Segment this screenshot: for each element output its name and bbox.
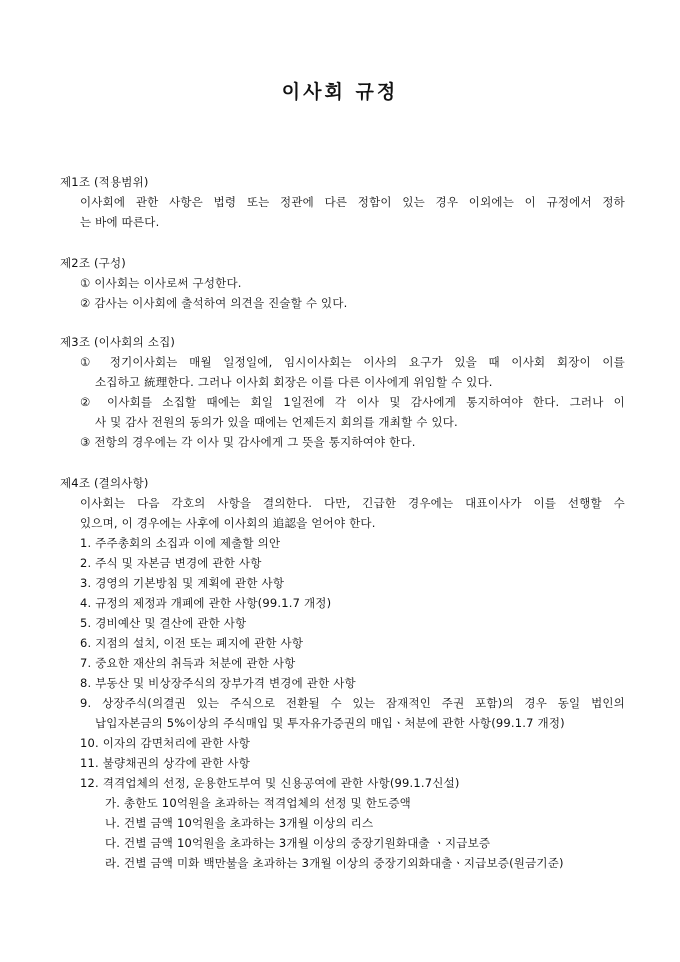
- article-4-item: 4. 규정의 제정과 개폐에 관한 사항(99.1.7 개정): [80, 596, 332, 610]
- article-3-clause: ① 정기이사회는 매월 일정일에, 임시이사회는 이사의 요구가 있을 때 이사회 회장이 이를: [80, 355, 625, 369]
- article-3-clause-continuation: 소집하고 統理한다. 그러나 이사회 회장은 이를 다른 이사에게 위임할 수 있다.: [95, 375, 493, 389]
- article-3-heading: 제3조 (이사회의 소집): [60, 335, 176, 349]
- article-3-clause-continuation: 사 및 감사 전원의 동의가 있을 때에는 언제든지 회의를 개최할 수 있다.: [95, 415, 458, 429]
- document-title: 이사회 규정: [281, 81, 399, 103]
- article-4-heading: 제4조 (결의사항): [60, 476, 149, 490]
- article-4-item: 6. 지점의 설치, 이전 또는 폐지에 관한 사항: [80, 636, 304, 650]
- article-4-item: 9. 상장주식(의결권 있는 주식으로 전환될 수 있는 잠재적인 주권 포함)의 경우 동일 법인의: [80, 696, 625, 710]
- article-2-heading: 제2조 (구성): [60, 256, 126, 270]
- article-3-clause: ③ 전항의 경우에는 각 이사 및 감사에게 그 뜻을 통지하여야 한다.: [80, 435, 416, 449]
- article-4-item: 12. 격격업체의 선정, 운용한도부여 및 신용공여에 관한 사항(99.1.7신설): [80, 776, 460, 790]
- article-4-item: 7. 중요한 재산의 취득과 처분에 관한 사항: [80, 656, 296, 670]
- article-4-item: 1. 주주총회의 소집과 이에 제출할 의안: [80, 536, 281, 550]
- article-2-clause: ② 감사는 이사회에 출석하여 의견을 진술할 수 있다.: [80, 296, 348, 310]
- article-4-subitem: 가. 총한도 10억원을 초과하는 적격업체의 선정 및 한도증액: [105, 796, 411, 810]
- article-4-subitem: 다. 건별 금액 10억원을 초과하는 3개월 이상의 중장기원화대출 ㆍ지급보증: [105, 836, 491, 850]
- article-4-intro-line: 이사회는 다음 각호의 사항을 결의한다. 다만, 긴급한 경우에는 대표이사가 이를 선행할 수: [80, 496, 625, 510]
- article-4-item-continuation: 납입자본금의 5%이상의 주식매입 및 투자유가증권의 매입ㆍ처분에 관한 사항(99.1.7 개정): [95, 716, 565, 730]
- article-4-subitem: 나. 건별 금액 10억원을 초과하는 3개월 이상의 리스: [105, 816, 374, 830]
- article-4-intro-line: 있으며, 이 경우에는 사후에 이사회의 追認을 얻어야 한다.: [80, 516, 376, 530]
- article-1-text-line: 는 바에 따른다.: [80, 215, 160, 229]
- article-4-item: 11. 불량채권의 상각에 관한 사항: [80, 756, 251, 770]
- article-4-item: 10. 이자의 감면처리에 관한 사항: [80, 736, 251, 750]
- article-3-clause: ② 이사회를 소집할 때에는 회일 1일전에 각 이사 및 감사에게 통지하여야 한다. 그러나 이: [80, 395, 625, 409]
- article-4-subitem: 라. 건별 금액 미화 백만불을 초과하는 3개월 이상의 중장기외화대출ㆍ지급보증(원금기준): [105, 856, 564, 870]
- article-2-clause: ① 이사회는 이사로써 구성한다.: [80, 276, 242, 290]
- article-1-heading: 제1조 (적용범위): [60, 175, 149, 189]
- article-4-item: 3. 경영의 기본방침 및 계획에 관한 사항: [80, 576, 285, 590]
- article-1-text-line: 이사회에 관한 사항은 법령 또는 정관에 다른 정함이 있는 경우 이외에는 이 규정에서 정하: [80, 195, 625, 209]
- article-4-item: 2. 주식 및 자본금 변경에 관한 사항: [80, 556, 262, 570]
- article-4-item: 5. 경비예산 및 결산에 관한 사항: [80, 616, 247, 630]
- article-4-item: 8. 부동산 및 비상장주식의 장부가격 변경에 관한 사항: [80, 676, 356, 690]
